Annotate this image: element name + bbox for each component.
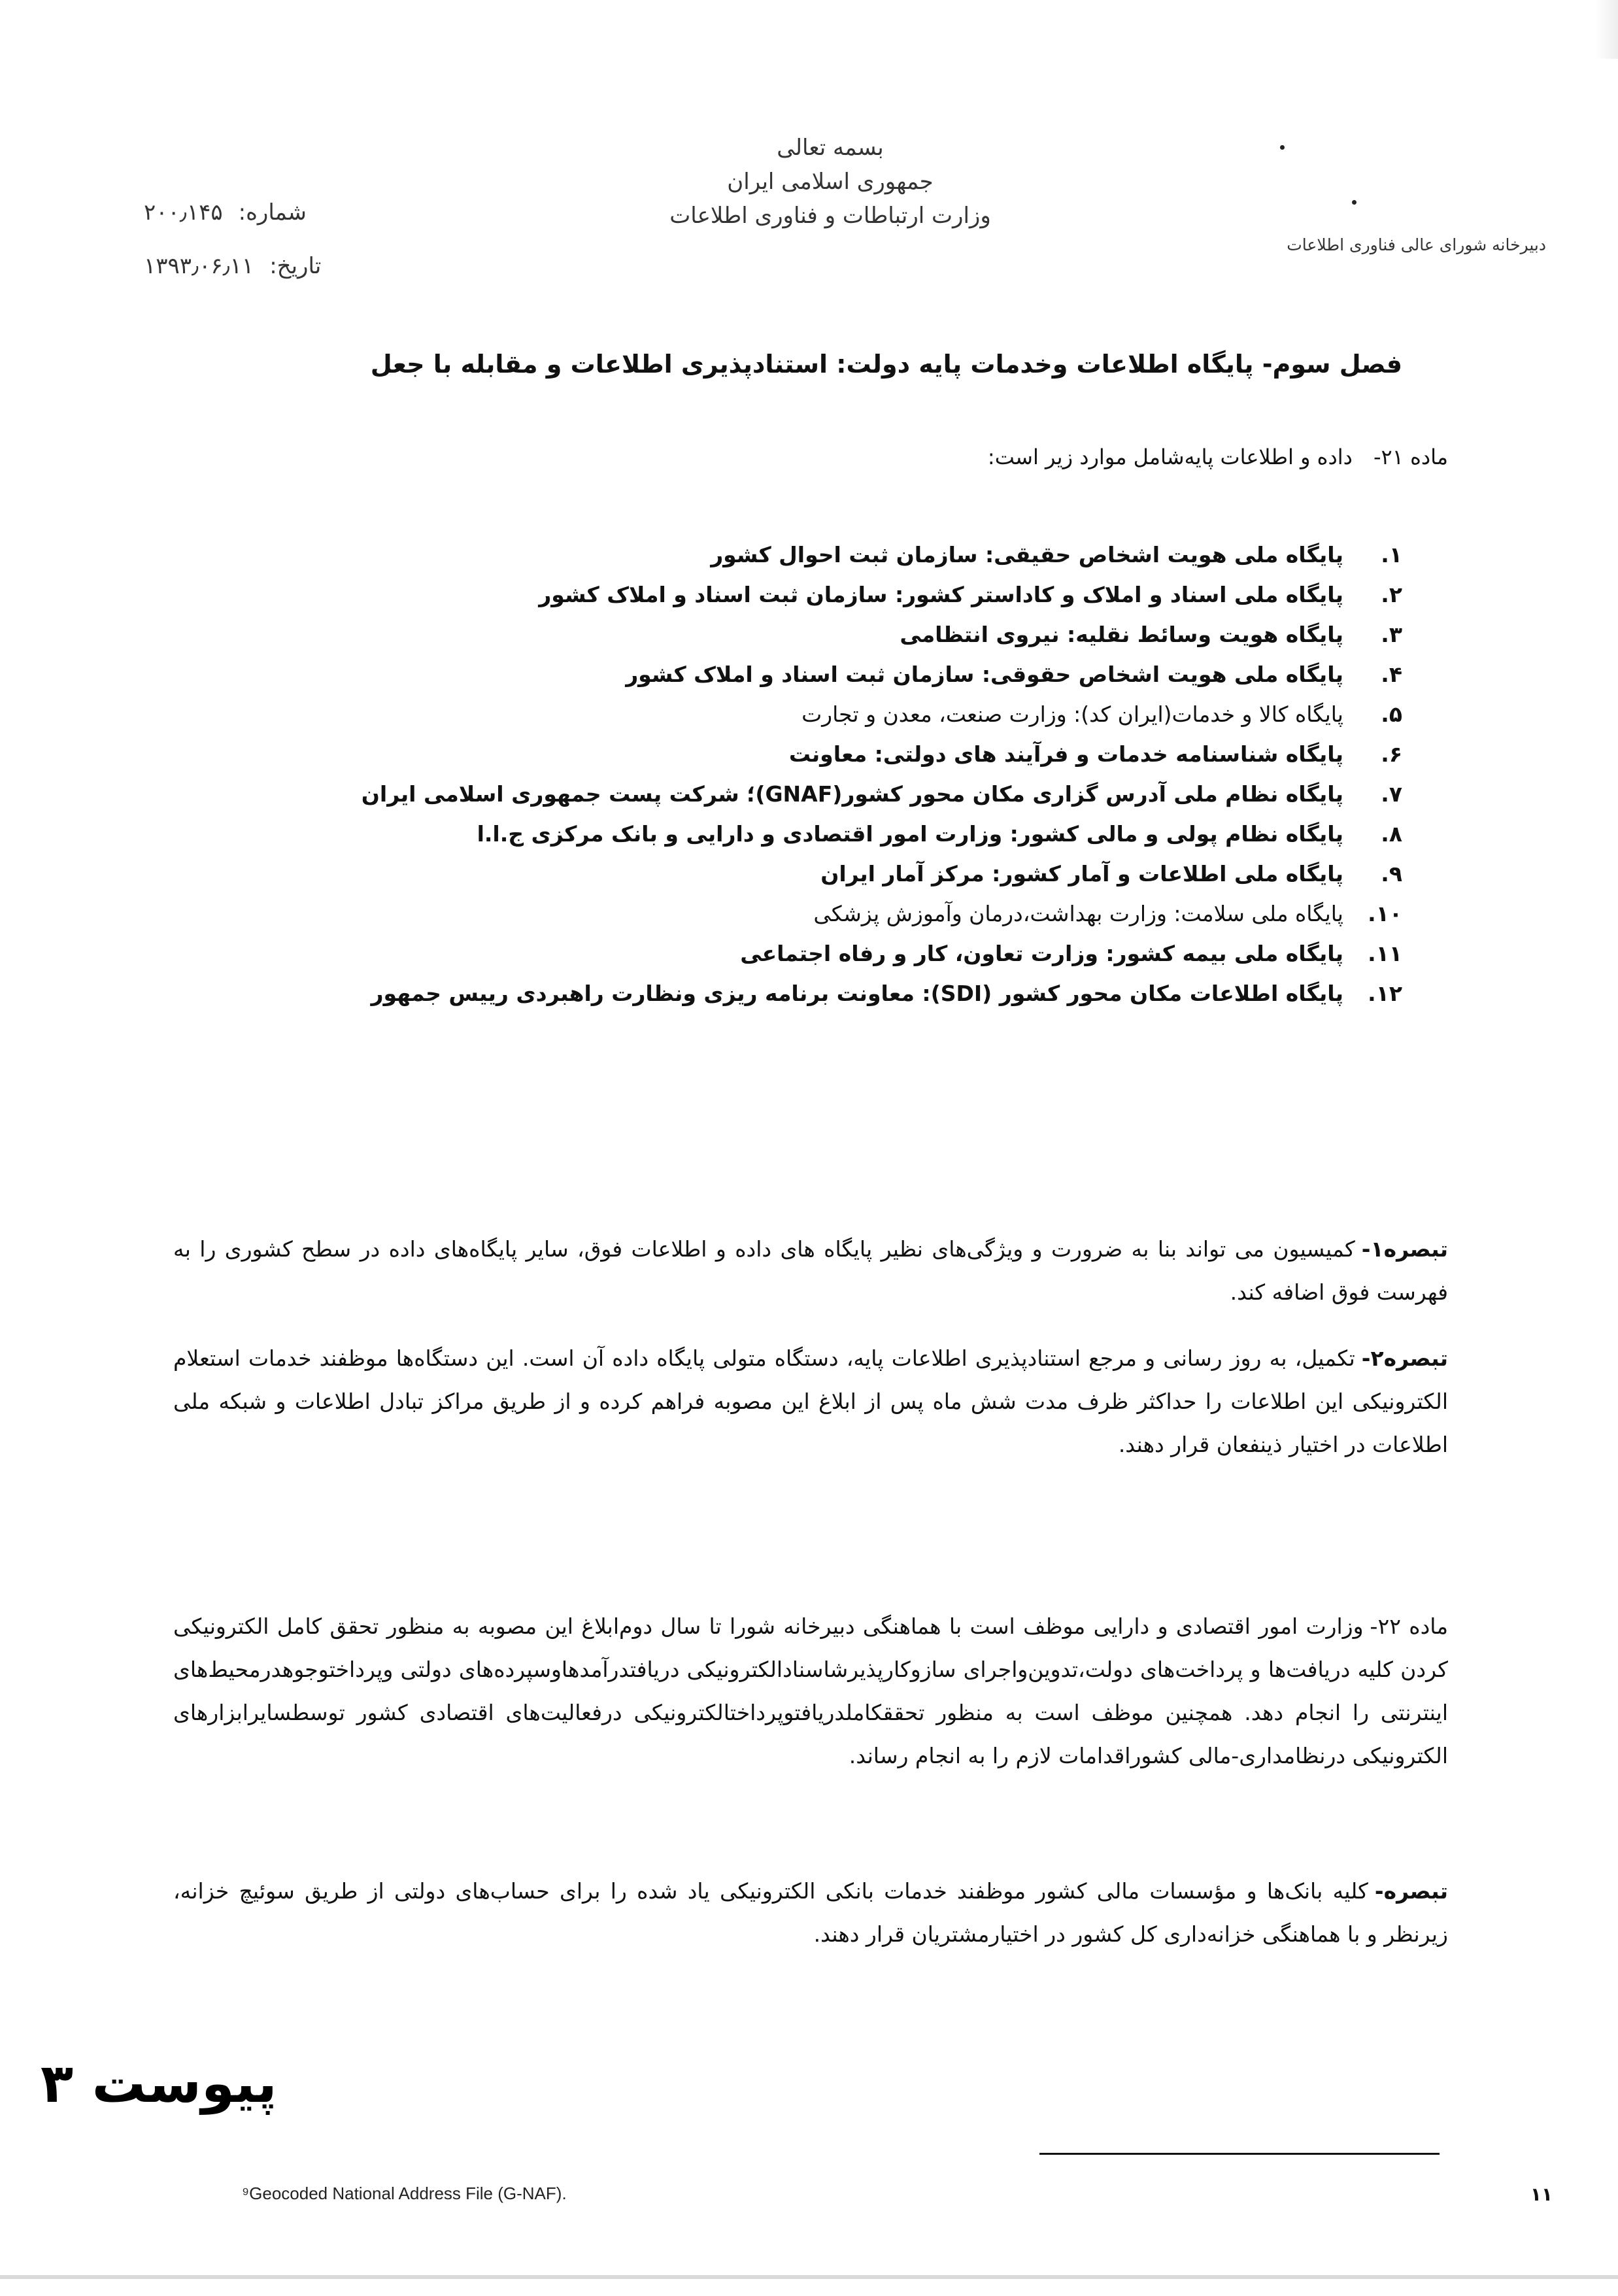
item-text: پایگاه شناسنامه خدمات و فرآیند های دولتی: معاونت [788, 741, 1343, 767]
article-21-intro: داده و اطلاعات پایه‌شامل موارد زیر است: [987, 445, 1353, 469]
item-number: ۹. [1381, 861, 1402, 886]
note-text: کلیه بانک‌ها و مؤسسات مالی کشور موظفند خدمات بانکی الکترونیکی یاد شده را برای حساب‌های دولتی از طریق سوئیچ خزانه، زیرنظر و با هماهنگی خزانه‌داری کل کشور در اختیارمشتریان قرار دهند. [173, 1878, 1448, 1947]
item-number: ۵. [1381, 701, 1402, 727]
item-text: پایگاه نظام ملی آدرس گزاری مکان محور کشور(GNAF)؛ شرکت پست جمهوری اسلامی ایران [361, 781, 1343, 807]
note-label: تبصره- [1374, 1878, 1448, 1904]
item-number: ۷. [1381, 781, 1402, 807]
scan-edge [0, 2275, 1618, 2279]
scan-speck [1280, 145, 1285, 150]
list-item [226, 973, 1402, 1013]
article-21-note-2 [173, 1337, 1448, 1466]
item-number: ۱. [1381, 542, 1402, 567]
item-number: ۱۰. [1368, 901, 1402, 926]
list-item [226, 575, 1402, 615]
office-name: دبیرخانه شورای عالی فناوری اطلاعات [1287, 235, 1546, 254]
list-item [226, 814, 1402, 854]
item-text: پایگاه ملی سلامت: وزارت بهداشت،درمان وآموزش پزشکی [813, 901, 1343, 926]
letter-number-row [144, 183, 418, 242]
annex-label: پیوست ۳ [41, 2053, 277, 2115]
letterhead [536, 131, 1124, 233]
list-item [226, 934, 1402, 973]
list-item [226, 615, 1402, 654]
list-item [226, 894, 1402, 934]
item-number: ۲. [1381, 582, 1402, 607]
invocation: بسمه تعالی [777, 135, 884, 161]
article-21-list [226, 535, 1402, 1013]
number-label: شماره: [238, 199, 307, 226]
item-text: پایگاه ملی هویت اشخاص حقیقی: سازمان ثبت احوال کشور [711, 542, 1343, 567]
list-item [226, 854, 1402, 894]
item-text: پایگاه ملی اسناد و املاک و کاداستر کشور: سازمان ثبت اسناد و املاک کشور [539, 582, 1343, 607]
footnote: ⁹Geocoded National Address File (G-NAF). [242, 2184, 567, 2203]
letter-meta [144, 183, 418, 295]
article-22-label: ماده ۲۲- [1370, 1613, 1448, 1639]
note-label: تبصره۲- [1361, 1345, 1448, 1371]
article-21-note-1 [173, 1228, 1448, 1314]
item-number: ۸. [1381, 821, 1402, 847]
date-label: تاریخ: [269, 253, 322, 279]
page-number: ۱۱ [1530, 2184, 1553, 2205]
item-text: پایگاه نظام پولی و مالی کشور: وزارت امور اقتصادی و دارایی و بانک مرکزی ج.ا.ا [477, 821, 1343, 847]
number-value: ۲۰۰٫۱۴۵ [144, 199, 223, 226]
item-number: ۳. [1381, 622, 1402, 647]
item-number: ۱۱. [1368, 941, 1402, 966]
letter-date-row [144, 237, 418, 295]
list-item [226, 535, 1402, 575]
chapter-title: فصل سوم- پایگاه اطلاعات وخدمات پایه دولت: استنادپذیری اطلاعات و مقابله با جعل [370, 350, 1402, 379]
list-item [226, 774, 1402, 814]
ministry-name: وزارت ارتباطات و فناوری اطلاعات [669, 203, 991, 229]
note-label: تبصره۱- [1361, 1236, 1448, 1262]
note-text: کمیسیون می تواند بنا به ضرورت و ویژگی‌های نظیر پایگاه های داده و اطلاعات فوق، سایر پایگاه‌های داده در سطح کشوری را به فهرست فوق اضافه کند. [173, 1236, 1448, 1305]
item-text: پایگاه هویت وسائط نقلیه: نیروی انتظامی [900, 622, 1343, 647]
country-name: جمهوری اسلامی ایران [727, 169, 934, 195]
article-22 [173, 1605, 1448, 1778]
scan-edge [1595, 0, 1618, 59]
item-number: ۶. [1381, 741, 1402, 767]
article-22-text: وزارت امور اقتصادی و دارایی موظف است با هماهنگی دبیرخانه شورا تا سال دوم‌ابلاغ این مصوبه به منظور تحقق کامل الکترونیکی کردن کلیه دریافت‌ها و پرداخت‌های دولت،تدوین‌واجرای سازوکارپذیرشاسنادالکترونیکی دریافتدرآمدهاوسپرده‌های دولتی وپرداختوجوهدرمحیط‌های اینترنتی را انجام دهد. همچنین موظف است به منظور تحققکاملدریافتوپرداختالکترونیکی درفعالیت‌های اقتصادی کشور توسطسایرابزارهای الکترونیکی درنظامداری-مالی کشوراقدامات لازم را به انجام رساند. [173, 1613, 1448, 1768]
note-text: تکمیل، به روز رسانی و مرجع استنادپذیری اطلاعات پایه، دستگاه متولی پایگاه داده آن است. این دستگاه‌ها موظفند خدمات استعلام الکترونیکی این اطلاعات را حداکثر ظرف مدت شش ماه پس از ابلاغ این مصوبه فراهم کرده و از طریق مراکز تبادل اطلاعات و شبکه ملی اطلاعات در اختیار ذینفعان قرار دهند. [173, 1345, 1448, 1457]
item-text: پایگاه ملی اطلاعات و آمار کشور: مرکز آمار ایران [820, 861, 1343, 886]
article-21-heading [173, 445, 1448, 469]
item-number: ۴. [1381, 662, 1402, 687]
list-item [226, 694, 1402, 734]
article-21-label: ماده ۲۱- [1374, 445, 1448, 469]
article-22-note [173, 1870, 1448, 1956]
item-text: پایگاه اطلاعات مکان محور کشور (SDI): معاونت برنامه ریزی ونظارت راهبردی رییس جمهور [371, 981, 1343, 1006]
list-item [226, 734, 1402, 774]
scan-speck [1352, 200, 1357, 205]
item-text: پایگاه ملی بیمه کشور: وزارت تعاون، کار و رفاه اجتماعی [740, 941, 1343, 966]
item-text: پایگاه ملی هویت اشخاص حقوقی: سازمان ثبت اسناد و املاک کشور [626, 662, 1343, 687]
list-item [226, 654, 1402, 694]
item-text: پایگاه کالا و خدمات(ایران کد): وزارت صنعت، معدن و تجارت [801, 701, 1343, 727]
date-value: ۱۳۹۳٫۰۶٫۱۱ [144, 253, 254, 279]
footnote-divider [1039, 2153, 1440, 2155]
item-number: ۱۲. [1368, 981, 1402, 1006]
